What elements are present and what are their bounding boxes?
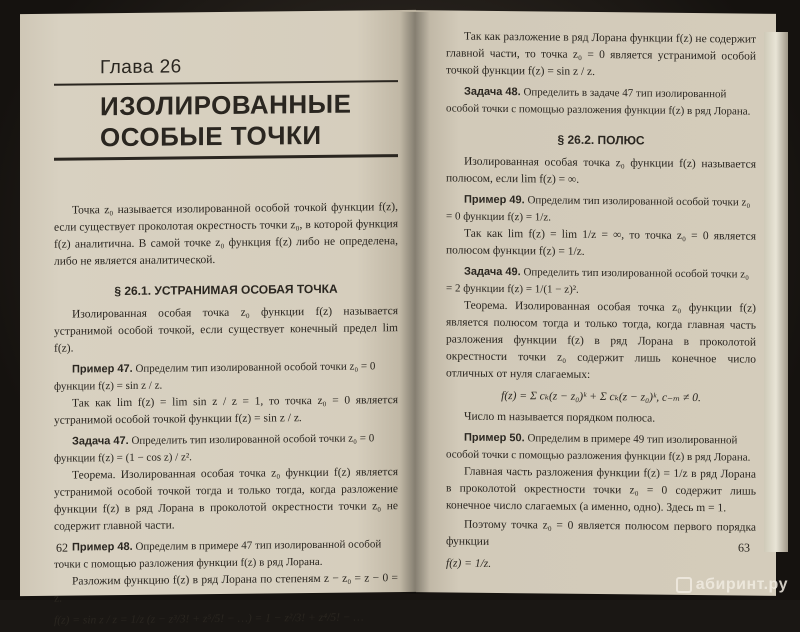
watermark [676, 576, 788, 594]
labirint-logo-icon [676, 577, 692, 593]
chapter-label: Глава 26 [100, 56, 182, 79]
example-49-solution: Так как lim f(z) = lim 1/z = ∞, то точка z₀ = 0 является полюсом функции f(z) = 1/z. [446, 227, 756, 258]
example-50-label: Пример 50. [464, 431, 525, 445]
example-50 [446, 429, 756, 466]
example-50-line3: Поэтому точка z₀ = 0 является полюсом первого порядка функции [446, 518, 756, 548]
example-50-formula: f(z) = 1/z. [446, 557, 492, 570]
intro-paragraph: Точка z₀ называется изолированной особой точкой функции f(z), если существует проколотая окрестность точки z₀, в которой функция f(z) аналитична. В самой точке z₀ функция f(z) либо не определена, либо не является аналитической. [54, 201, 398, 268]
chapter-rule-bottom [54, 154, 398, 161]
example-50-text: Определим в примере 49 тип изолированной особой точки с помощью разложения функции f(z) в ряд Лорана. [446, 432, 751, 464]
page-number-left: 62 [56, 540, 68, 555]
example-48-line2: Разложим функцию f(z) в ряд Лорана по степеням z − z₀ = z − 0 = z. [54, 572, 398, 605]
example-50-line2: Главная часть разложения функции f(z) = 1/z в ряд Лорана в проколотой окрестности точки z₀ = 0 содержит лишь конечное число слагаемых (а именно, одно). Здесь m = 1. [446, 465, 756, 515]
task-49-label: Задача 49. [464, 265, 521, 279]
example-48-text: Определим в примере 47 тип изолированной особой точки с помощью разложения функции f(z) в ряд Лорана. [54, 538, 382, 571]
right-top-paragraph: Так как разложение в ряд Лорана функции f(z) не содержит главной части, то точка z₀ = 0 является устранимой особой точкой функции f(z) = sin z / z. [446, 30, 756, 78]
theorem-pole-formula: f(z) = Σ cₖ(z − z₀)ᵏ + Σ cₖ(z − z₀)ᵏ, c₋ₘ ≠ 0. [501, 390, 701, 405]
example-48 [54, 536, 398, 574]
example-49-text: Определим тип изолированной особой точки z₀ = 0 функции f(z) = 1/z. [446, 194, 751, 224]
section-intro-26-1: Изолированная особая точка z₀ функции f(z) называется устранимой особой точкой, если существует конечный предел lim f(z). [54, 305, 398, 355]
task-48-label: Задача 48. [464, 85, 521, 99]
example-47-text: Определим тип изолированной особой точки z₀ = 0 функции f(z) = sin z / z. [54, 360, 376, 393]
section-title-26-1: § 26.1. УСТРАНИМАЯ ОСОБАЯ ТОЧКА [114, 281, 338, 299]
pole-order-text: Число m называется порядком полюса. [464, 410, 656, 425]
example-48-formula: f(z) = sin z / z = 1/z (z − z³/3! + z⁵/5! − …) = 1 − z²/3! + z⁴/5! − … [54, 611, 364, 627]
right-page [416, 10, 776, 596]
chapter-rule [54, 80, 398, 86]
task-47 [54, 430, 398, 468]
example-49-label: Пример 49. [464, 193, 525, 207]
task-49 [446, 263, 756, 300]
example-48-label: Пример 48. [72, 540, 133, 554]
task-49-text: Определить тип изолированной особой точки z₀ = 2 функции f(z) = 1/(1 − z)². [446, 266, 750, 296]
theorem-removable: Теорема. Изолированная особая точка z₀ функции f(z) является устранимой особой точкой тогда и только тогда, когда разложение функции f(z) в ряд Лорана в проколотой окрестности точки z₀ не содержит главной части. [54, 466, 398, 533]
task-48 [446, 83, 756, 120]
watermark-text: абиринт.ру [695, 576, 788, 593]
section-title-26-2: § 26.2. ПОЛЮС [557, 132, 645, 148]
chapter-title: ИЗОЛИРОВАННЫЕ ОСОБЫЕ ТОЧКИ [100, 88, 352, 153]
task-47-label: Задача 47. [72, 434, 129, 448]
example-47-solution: Так как lim f(z) = lim sin z / z = 1, то точка z₀ = 0 является устранимой особой точкой функции f(z) = sin z / z. [54, 394, 398, 427]
open-book [8, 12, 788, 627]
example-49 [446, 191, 756, 228]
example-47-label: Пример 47. [72, 362, 133, 376]
section-intro-26-2: Изолированная особая точка z₀ функции f(z) называется полюсом, если lim f(z) = ∞. [446, 155, 756, 186]
page-stack-edge [764, 32, 788, 552]
theorem-pole: Теорема. Изолированная особая точка z₀ функции f(z) является полюсом тогда и только тогда, когда главная часть разложения функции f(z) в ряд Лорана в проколотой окрестности точки z₀ содержит лишь конечное число отличных от нуля слагаемых: [446, 299, 756, 381]
left-page [20, 10, 416, 627]
page-number-right: 63 [738, 540, 750, 555]
task-47-text: Определить тип изолированной особой точки z₀ = 0 функции f(z) = (1 − cos z) / z². [54, 432, 375, 465]
task-48-text: Определить в задаче 47 тип изолированной особой точки с помощью разложения функции f(z) в ряд Лорана. [446, 86, 751, 118]
example-47 [54, 358, 398, 396]
